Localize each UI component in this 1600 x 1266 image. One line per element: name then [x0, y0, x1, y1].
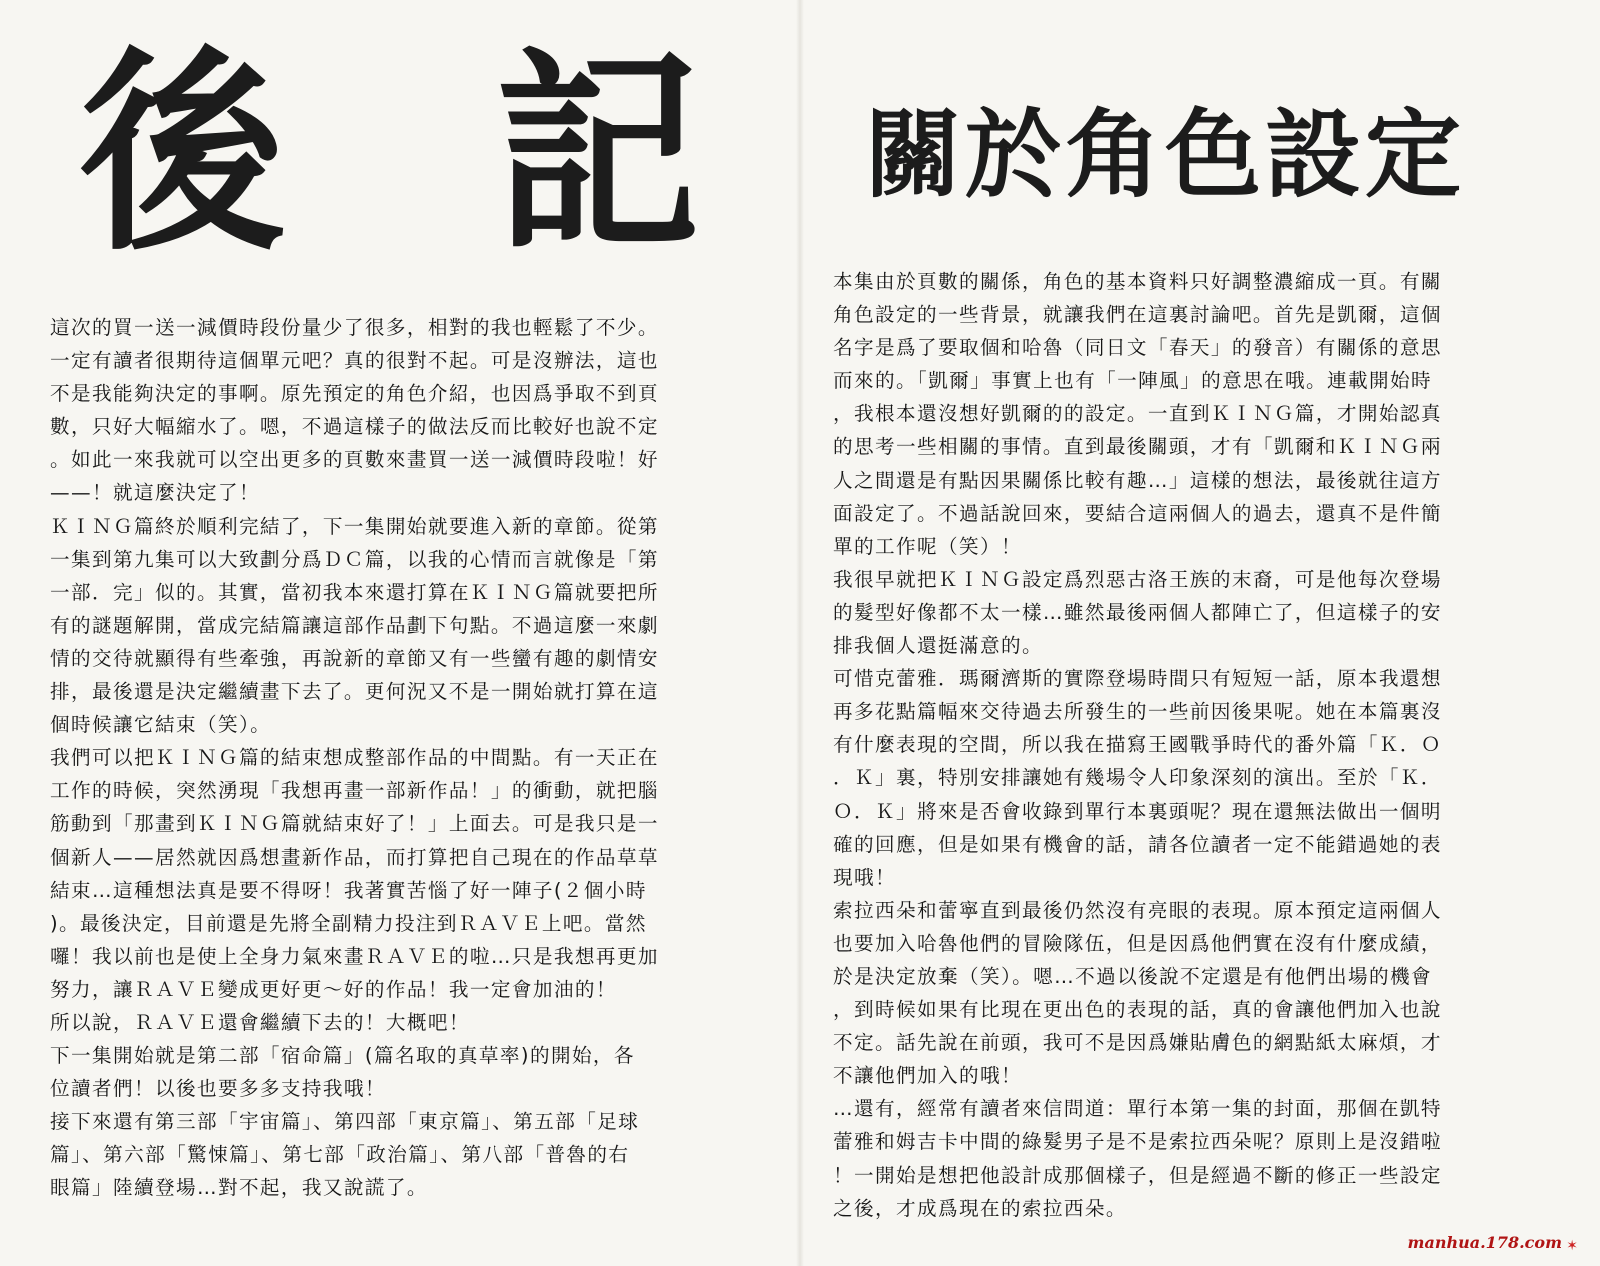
text-line: 人之間還是有點因果關係比較有趣…」這樣的想法，最後就往這方 — [833, 468, 1442, 492]
text-line: 篇」、第六部「驚悚篇」、第七部「政治篇」、第八部「普魯的右 — [50, 1143, 630, 1167]
text-line: 囉！我以前也是使上全身力氣來畫ＲＡＶＥ的啦…只是我想再更加 — [50, 944, 659, 968]
text-line: )。最後決定，目前還是先將全副精力投注到ＲＡＶＥ上吧。當然 — [50, 911, 647, 935]
text-line: 再多花點篇幅來交待過去所發生的一些前因後果呢。她在本篇裏沒 — [833, 700, 1442, 724]
text-line: 下一集開始就是第二部「宿命篇」(篇名取的真草率)的開始，各 — [50, 1044, 635, 1068]
text-line: 不是我能夠決定的事啊。原先預定的角色介紹，也因爲爭取不到頁 — [50, 382, 659, 406]
text-line: 個新人——居然就因爲想畫新作品，而打算把自己現在的作品草草 — [50, 845, 659, 869]
right-column-text — [833, 265, 1535, 1225]
text-line: 索拉西朵和蕾寧直到最後仍然沒有亮眼的表現。原本預定這兩個人 — [833, 898, 1442, 922]
text-line: 本集由於頁數的關係，角色的基本資料只好調整濃縮成一頁。有關 — [833, 270, 1442, 293]
page-title — [80, 30, 700, 280]
text-line: 而來的。「凱爾」事實上也有「一陣風」的意思在哦。連載開始時 — [833, 369, 1433, 393]
text-line: 也要加入哈魯他們的冒險隊伍，但是因爲他們實在沒有什麼成績， — [833, 931, 1442, 955]
text-line: ，我根本還沒想好凱爾的的設定。一直到ＫＩＮＧ篇，才開始認真 — [833, 402, 1442, 426]
text-line: 有什麼表現的空間，所以我在描寫王國戰爭時代的番外篇「Ｋ．Ｏ — [833, 733, 1442, 757]
text-line: 於是決定放棄（笑）。嗯…不過以後說不定還是有他們出場的機會 — [833, 964, 1433, 988]
text-line: 情的交待就顯得有些牽強，再說新的章節又有一些蠻有趣的劇情安 — [50, 646, 659, 670]
text-line: Ｏ．Ｋ」將來是否會收錄到單行本裏頭呢？現在還無法做出一個明 — [833, 799, 1442, 823]
text-line: ——！就這麼決定了！ — [50, 481, 260, 505]
text-line: 努力，讓ＲＡＶＥ變成更好更～好的作品！我一定會加油的！ — [50, 977, 617, 1001]
text-line: 一部．完」似的。其實，當初我本來還打算在ＫＩＮＧ篇就要把所 — [50, 580, 659, 604]
text-line: 確的回應，但是如果有機會的話，請各位讀者一定不能錯過她的表 — [833, 832, 1442, 856]
text-line: 不讓他們加入的哦！ — [833, 1064, 1022, 1088]
text-line: …還有，經常有讀者來信問道：單行本第一集的封面，那個在凱特 — [833, 1097, 1442, 1121]
text-line: ＫＩＮＧ篇終於順利完結了，下一集開始就要進入新的章節。從第 — [50, 514, 659, 538]
text-line: 我們可以把ＫＩＮＧ篇的結束想成整部作品的中間點。有一天正在 — [50, 746, 659, 770]
text-line: 可惜克蕾雅．瑪爾濟斯的實際登場時間只有短短一話，原本我還想 — [833, 667, 1442, 691]
text-line: ！一開始是想把他設計成那個樣子，但是經過不斷的修正一些設定 — [833, 1163, 1442, 1187]
text-line: 筋動到「那畫到ＫＩＮＧ篇就結束好了！」上面去。可是我只是一 — [50, 812, 659, 836]
text-line: 。如此一來我就可以空出更多的頁數來畫買一送一減價時段啦！好 — [50, 448, 659, 472]
text-line: 個時候讓它結束（笑）。 — [50, 713, 272, 737]
text-line: 的思考一些相關的事情。直到最後關頭，才有「凱爾和ＫＩＮＧ兩 — [833, 435, 1442, 459]
text-line: 接下來還有第三部「宇宙篇」、第四部「東京篇」、第五部「足球 — [50, 1110, 640, 1134]
section-title: 關於角色設定 — [865, 99, 1465, 211]
text-line: 面設定了。不過話說回來，要結合這兩個人的過去，還真不是件簡 — [833, 501, 1442, 525]
text-line: 角色設定的一些背景，就讓我們在這裏討論吧。首先是凱爾，這個 — [833, 303, 1442, 327]
text-line: 排我個人還挺滿意的。 — [833, 634, 1043, 658]
text-line: 的髮型好像都不太一樣…雖然最後兩個人都陣亡了，但這樣子的安 — [833, 600, 1442, 624]
text-line: 蕾雅和姆吉卡中間的綠髮男子是不是索拉西朵呢？原則上是沒錯啦 — [833, 1130, 1442, 1154]
text-line: 位讀者們！以後也要多多支持我哦！ — [50, 1077, 386, 1101]
text-line: 工作的時候，突然湧現「我想再畫一部新作品！」的衝動，就把腦 — [50, 779, 659, 803]
text-line: 結束…這種想法真是要不得呀！我著實苦惱了好一陣子(２個小時 — [50, 878, 647, 902]
left-column-text — [50, 311, 750, 1205]
text-line: 一集到第九集可以大致劃分爲ＤＣ篇，以我的心情而言就像是「第 — [50, 547, 659, 571]
text-line: 之後，才成爲現在的索拉西朵。 — [833, 1196, 1127, 1220]
text-line: 這次的買一送一減價時段份量少了很多，相對的我也輕鬆了不少。 — [50, 316, 659, 339]
text-line: 單的工作呢（笑）！ — [833, 534, 1022, 558]
text-line: 不定。話先說在前頭，我可不是因爲嫌貼膚色的網點紙太麻煩，才 — [833, 1031, 1442, 1055]
text-line: 名字是爲了要取個和哈魯（同日文「春天」的發音）有關係的意思 — [833, 336, 1442, 360]
text-line: 排，最後還是決定繼續畫下去了。更何況又不是一開始就打算在這 — [50, 680, 659, 704]
text-line: 我很早就把ＫＩＮＧ設定爲烈惡古洛王族的末裔，可是他每次登場 — [833, 567, 1442, 591]
text-line: 現哦！ — [833, 865, 896, 889]
star-icon: ✶ — [1566, 1238, 1578, 1254]
title-char-1: 後 — [80, 30, 285, 280]
right-page — [800, 0, 1600, 1266]
text-line: 所以說，ＲＡＶＥ還會繼續下去的！大概吧！ — [50, 1010, 470, 1034]
text-line: ，到時候如果有比現在更出色的表現的話，真的會讓他們加入也說 — [833, 998, 1442, 1022]
text-line: ．Ｋ」裏，特別安排讓她有幾場令人印象深刻的演出。至於「Ｋ． — [833, 766, 1442, 790]
text-line: 數，只好大幅縮水了。嗯，不過這樣子的做法反而比較好也說不定 — [50, 415, 659, 439]
watermark[interactable]: manhua.178.com — [1407, 1233, 1562, 1252]
title-char-2: 記 — [495, 30, 700, 280]
text-line: 一定有讀者很期待這個單元吧？真的很對不起。可是沒辦法，這也 — [50, 349, 659, 373]
text-line: 有的謎題解開，當成完結篇讓這部作品劃下句點。不過這麼一來劇 — [50, 613, 659, 637]
text-line: 眼篇」陸續登場…對不起，我又說謊了。 — [50, 1176, 428, 1200]
